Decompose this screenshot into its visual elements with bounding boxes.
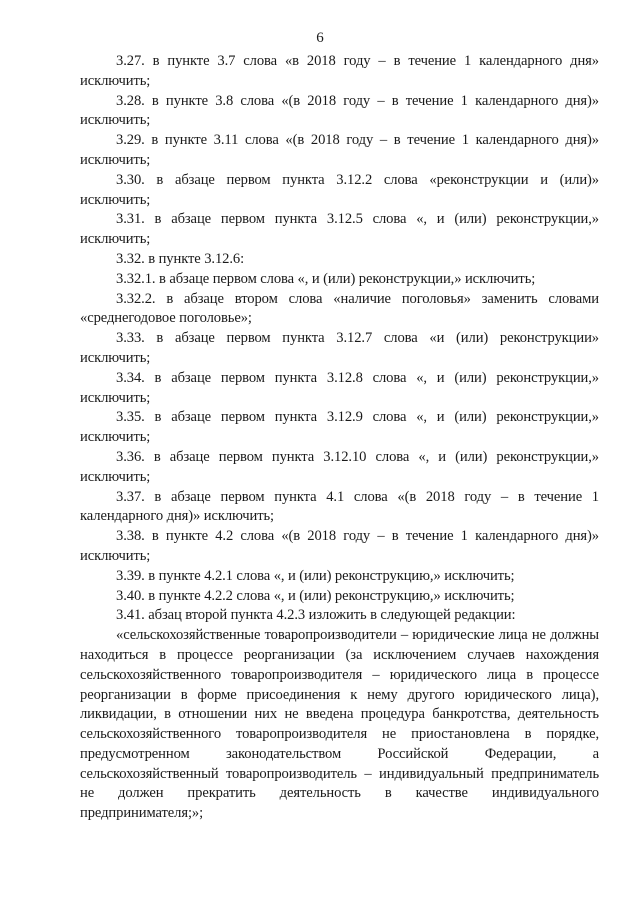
paragraph-3-27: 3.27. в пункте 3.7 слова «в 2018 году – в течение 1 календарного дня» исключить; [80,53,599,89]
paragraph-3-41: 3.41. абзац второй пункта 4.2.3 изложить в следующей редакции: [116,607,516,624]
paragraph-3-30: 3.30. в абзаце первом пункта 3.12.2 слова «реконструкции и (или)» исключить; [80,171,599,208]
paragraph-new-wording: «сельскохозяйственные товаропроизводители – юридические лица не должны находиться в процессе реорганизации (за исключением случаев нахождения сельскохозяйственного товаропроизводителя – юридического лица в процессе реорганизации в форме присоединения к нему другого юридического лица), ликвидации, в отношении них не введена процедура банкротства, деятельность сельскохозяйственного товаропроизводителя не приостановлена в порядке, предусмотренном законодательством Российской Федерации, а сельскохозяйственный товаропроизводитель – индивидуальный предприниматель не должен прекратить деятельность в качестве индивидуального предпринимателя;»; [80,627,599,822]
paragraph-3-28: 3.28. в пункте 3.8 слова «(в 2018 году – в течение 1 календарного дня)» исключить; [80,92,599,129]
paragraph-3-37: 3.37. в абзаце первом пункта 4.1 слова «(в 2018 году – в течение 1 календарного дня)» исключить; [80,488,599,525]
paragraph-3-32-2: 3.32.2. в абзаце втором слова «наличие поголовья» заменить словами «среднегодовое поголовье»; [80,290,599,327]
paragraph-3-31: 3.31. в абзаце первом пункта 3.12.5 слова «, и (или) реконструкции,» исключить; [80,211,599,248]
paragraph-3-34: 3.34. в абзаце первом пункта 3.12.8 слова «, и (или) реконструкции,» исключить; [80,369,599,406]
paragraph-3-36: 3.36. в абзаце первом пункта 3.12.10 слова «, и (или) реконструкции,» исключить; [80,448,599,485]
paragraph-3-39: 3.39. в пункте 4.2.1 слова «, и (или) реконструкцию,» исключить; [116,567,515,584]
paragraph-3-35: 3.35. в абзаце первом пункта 3.12.9 слова «, и (или) реконструкции,» исключить; [80,409,599,446]
document-body [80,52,599,824]
paragraph-3-32: 3.32. в пункте 3.12.6: [116,250,245,267]
paragraph-3-33: 3.33. в абзаце первом пункта 3.12.7 слова «и (или) реконструкции» исключить; [80,330,599,366]
paragraph-3-32-1: 3.32.1. в абзаце первом слова «, и (или) реконструкции,» исключить; [116,270,536,287]
page-number: 6 [316,30,324,46]
paragraph-3-40: 3.40. в пункте 4.2.2 слова «, и (или) реконструкцию,» исключить; [116,587,515,604]
paragraph-3-38: 3.38. в пункте 4.2 слова «(в 2018 году – в течение 1 календарного дня)» исключить; [80,528,599,564]
paragraph-3-29: 3.29. в пункте 3.11 слова «(в 2018 году – в течение 1 календарного дня)» исключить; [80,132,599,168]
